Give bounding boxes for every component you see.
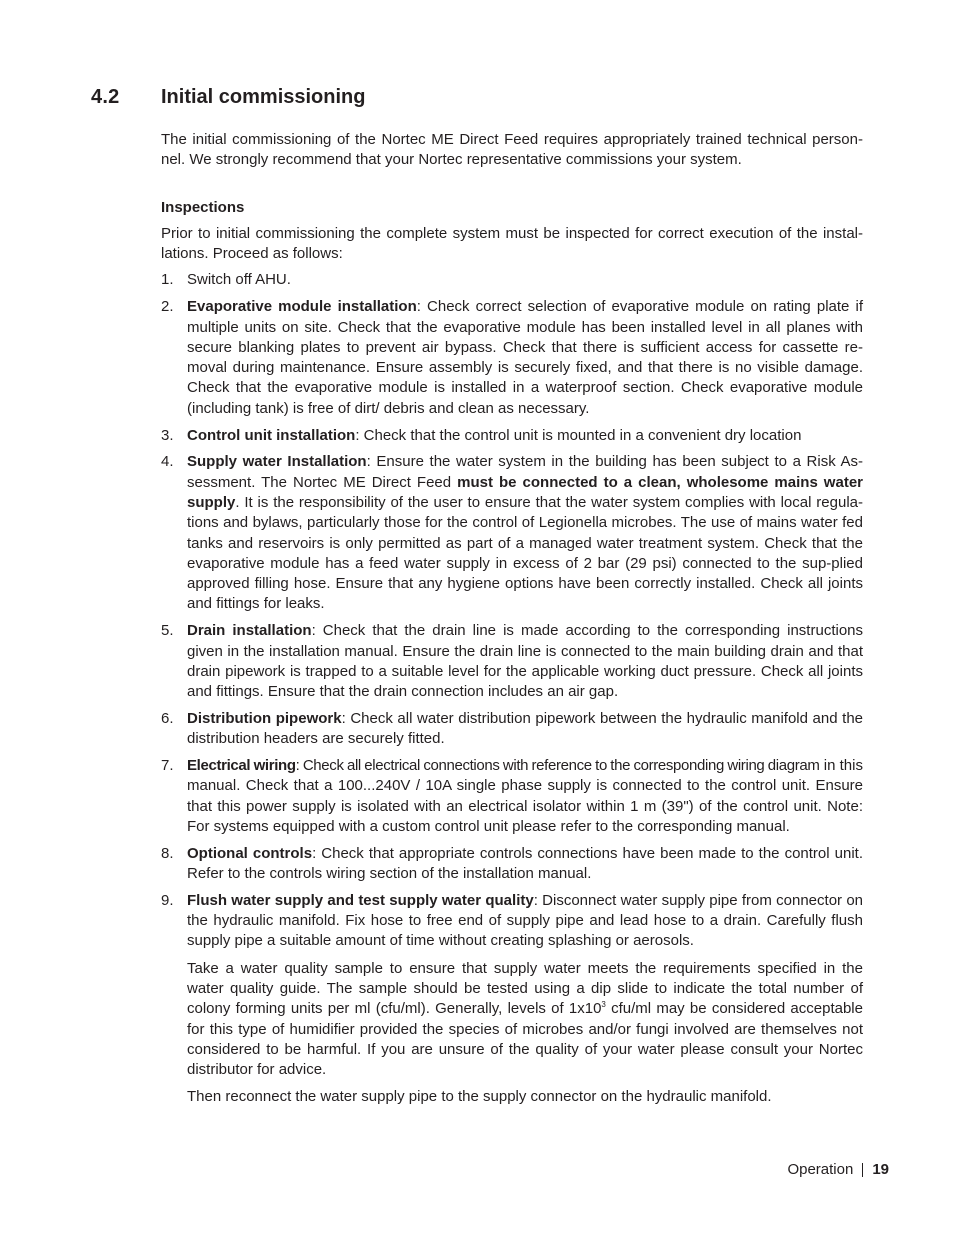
step-text: : Check that appropriate controls connections have been made to the control unit. Refer to the controls wiring section of the installation manual. bbox=[187, 844, 863, 882]
step-title: Drain installation bbox=[187, 622, 312, 640]
step-text: Take a water quality sample to ensure that supply water meets the requirements specified in the water quality guide. The sample should be tested using a dip slide to indicate the total number of colony forming units per ml (cfu/ml). Generally, levels of 1x10 bbox=[187, 959, 863, 1018]
step-number: 7. bbox=[161, 757, 174, 775]
step-title: Electrical wiring bbox=[187, 757, 296, 775]
inspections-lead: Prior to initial commissioning the complete system must be inspected for correct execution of the instal-lations. Proceed as follows: bbox=[161, 224, 863, 263]
step-title: Flush water supply and test supply water quality bbox=[187, 891, 534, 909]
step-text: Switch off AHU. bbox=[187, 271, 291, 289]
intro-paragraph bbox=[161, 130, 863, 171]
superscript: 3 bbox=[601, 1000, 606, 1010]
step-text: : Check correct selection of evaporative module on rating plate if multiple units on site. Check that the evaporative module has been installed level in all planes with secure blanking plates to prevent air bypass. Check that there is sufficient access for cassette re-moval during maintenance. Ensure assembly is securely fixed, and that there is no visible damage. Check that the evaporative module is installed in a waterproof section. Check evaporative module (including tank) is free of dirt/ debris and clean as necessary. bbox=[187, 298, 863, 417]
footer-section-label: Operation bbox=[787, 1161, 854, 1178]
list-item bbox=[161, 621, 863, 702]
step-number: 1. bbox=[161, 271, 174, 289]
step9-reconnect-paragraph: Then reconnect the water supply pipe to the supply connector on the hydraulic manifold. bbox=[187, 1088, 772, 1106]
step-text: in this manual. Check that a 100...240V / 10A single phase supply is connected to the control unit. Ensure that this power supply is isolated with an electrical isolator within 1 m (39") of the control unit. Note: For systems equipped with a custom control unit please refer to the corresponding manual. bbox=[187, 757, 863, 835]
step-number: 8. bbox=[161, 844, 174, 862]
step-text: : Check that the drain line is made according to the corresponding instructions given in the installation manual. Ensure the drain line is connected to the main building drain and that drain pipework is trapped to a suitable level for the applicable working duct pressure. Check all joints and fittings. Ensure that the drain connection includes an air gap. bbox=[187, 622, 863, 701]
section-title: Initial commissioning bbox=[161, 86, 366, 108]
intro-text: The initial commissioning of the Nortec ME Direct Feed requires appropriately trained technical person-nel. We strongly recommend that your bbox=[161, 131, 863, 169]
step-title: Distribution pipework bbox=[187, 709, 342, 727]
list-item bbox=[161, 891, 863, 1108]
footer-divider bbox=[862, 1163, 863, 1177]
page-footer bbox=[787, 1161, 889, 1178]
step-text: : Check that the control unit is mounted in a convenient dry location bbox=[355, 426, 802, 444]
intro-text-end: commissions your system. bbox=[561, 151, 742, 169]
list-item bbox=[161, 756, 863, 837]
step-number: 5. bbox=[161, 622, 174, 640]
step-number: 2. bbox=[161, 298, 174, 316]
list-item bbox=[161, 297, 863, 419]
step-text: . It is the responsibility of the user to ensure that the water system complies with local regula-tions and bylaws, particularly those for the control of Legionella microbes. The use of mains water fed tanks and reservoirs is only permitted as part of a managed water treatment system. Check that the evaporative module has a feed water supply in excess of 2 bar (29 psi) connected to the sup-plied approved filling hose. Ensure that any hygiene options have been correctly installed. Check all joints and fittings for leaks. bbox=[187, 493, 863, 613]
page-number: 19 bbox=[872, 1161, 889, 1178]
step-text: : Check all water distribution pipework between the hydraulic manifold and the distribution headers are securely fitted. bbox=[187, 709, 863, 748]
nortec-representative-link[interactable]: Nortec representative bbox=[418, 151, 562, 169]
step-number: 6. bbox=[161, 709, 174, 727]
list-item bbox=[161, 452, 863, 614]
inspection-steps bbox=[161, 270, 863, 1107]
step-emphasis: must be connected to a clean, wholesome mains water supply bbox=[187, 473, 863, 511]
list-item bbox=[161, 709, 863, 750]
step-title: Evaporative module installation bbox=[187, 298, 417, 316]
main-content bbox=[161, 130, 863, 1114]
step-number: 9. bbox=[161, 891, 174, 909]
step-title: Control unit installation bbox=[187, 426, 356, 444]
section-number: 4.2 bbox=[91, 86, 120, 108]
step-number: 4. bbox=[161, 453, 174, 471]
step-text: : Ensure the water system in the building has been subject to a Risk As-sessment. The Nortec ME Direct Feed bbox=[187, 453, 863, 491]
list-item bbox=[161, 844, 863, 885]
inspections-heading: Inspections bbox=[161, 198, 245, 216]
step-text: cfu/ml may be considered acceptable for this type of humidifier provided the species of microbes and/or fungi involved are themselves not considered to be harmful. If you are unsure of the quality of your water please consult your Nortec distributor for advice. bbox=[187, 1000, 863, 1079]
step-number: 3. bbox=[161, 426, 174, 444]
step-title: Supply water Installation bbox=[187, 453, 367, 471]
step-text: : Check all electrical connections with reference to the corresponding wiring diagram bbox=[295, 757, 820, 775]
step-title: Optional controls bbox=[187, 844, 313, 862]
list-item bbox=[161, 270, 863, 290]
step-text: : Disconnect water supply pipe from connector on the hydraulic manifold. Fix hose to free end of supply pipe and lead hose to a drain. Carefully flush supply pipe a suitable amount of time without creating splashing or aerosols. bbox=[187, 891, 863, 950]
list-item bbox=[161, 426, 863, 446]
step9-sample-paragraph bbox=[187, 959, 863, 1081]
